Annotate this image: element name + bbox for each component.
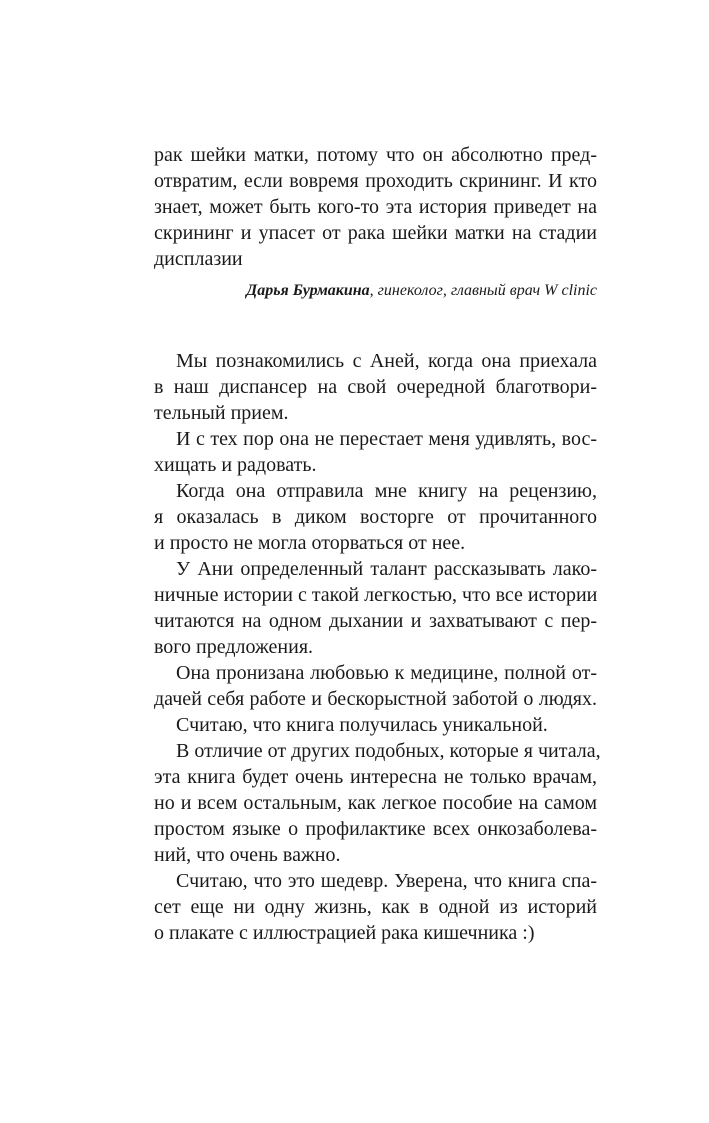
text-line: скрининг и упасет от рака шейки матки на стадии <box>154 222 597 244</box>
main-text <box>154 348 601 946</box>
text-line: ничные истории с такой легкостью, что все истории <box>154 584 598 606</box>
text-line: вого предложения. <box>154 636 314 658</box>
text-line: ний, что очень важно. <box>154 844 341 866</box>
text-line: эта книга будет очень интересна не только врачам, <box>154 766 597 788</box>
text-line: но и всем остальным, как легкое пособие на самом <box>154 792 597 814</box>
text-line: сет еще ни одну жизнь, как в одной из историй <box>154 896 597 918</box>
text-line: отвратим, если вовремя проходить скрининг. И кто <box>154 170 597 192</box>
text-line: дисплазии <box>154 248 243 270</box>
text-line: хищать и радовать. <box>154 454 317 476</box>
text-line: У Ани определенный талант рассказывать лако- <box>176 558 597 580</box>
text-line: и просто не могла оторваться от нее. <box>154 532 466 554</box>
author-name: Дарья Бурмакина <box>246 282 370 299</box>
paragraph <box>154 738 601 868</box>
text-line: тельный прием. <box>154 402 289 424</box>
paragraph <box>154 478 597 556</box>
text-line: знает, может быть кого-то эта история приведет на <box>154 196 597 218</box>
text-line: И с тех пор она не перестает меня удивлять, вос- <box>176 428 597 450</box>
text-line: Считаю, что книга получилась уникальной. <box>176 714 548 736</box>
text-line: простом языке о профилактике всех онкозаболева- <box>154 818 597 840</box>
text-line: я оказалась в диком восторге от прочитанного <box>154 506 597 528</box>
paragraph <box>154 868 597 946</box>
text-line: Мы познакомились с Аней, когда она приехала <box>176 350 597 372</box>
text-line: в наш диспансер на свой очередной благотвори- <box>154 376 597 398</box>
paragraph <box>154 348 597 426</box>
attribution <box>154 280 597 302</box>
paragraph <box>154 556 597 660</box>
paragraph <box>154 660 597 712</box>
text-line: Она пронизана любовью к медицине, полной от- <box>176 662 597 684</box>
book-page <box>154 142 601 946</box>
paragraph <box>154 426 597 478</box>
text-line: Когда она отправила мне книгу на рецензию, <box>176 480 597 502</box>
text-line: о плакате с иллюстрацией рака кишечника :) <box>154 922 535 944</box>
text-line: рак шейки матки, потому что он абсолютно пред- <box>154 144 597 166</box>
text-line: дачей себя работе и бескорыстной заботой о людях. <box>154 688 597 710</box>
text-line: Считаю, что это шедевр. Уверена, что книга спа- <box>176 870 597 892</box>
author-role: , гинеколог, главный врач W clinic <box>369 282 597 299</box>
paragraph <box>154 712 597 738</box>
text-line: В отличие от других подобных, которые я читала, <box>176 740 601 762</box>
text-line: читаются на одном дыхании и захватывают с пер- <box>154 610 597 632</box>
intro-paragraph <box>154 142 597 272</box>
